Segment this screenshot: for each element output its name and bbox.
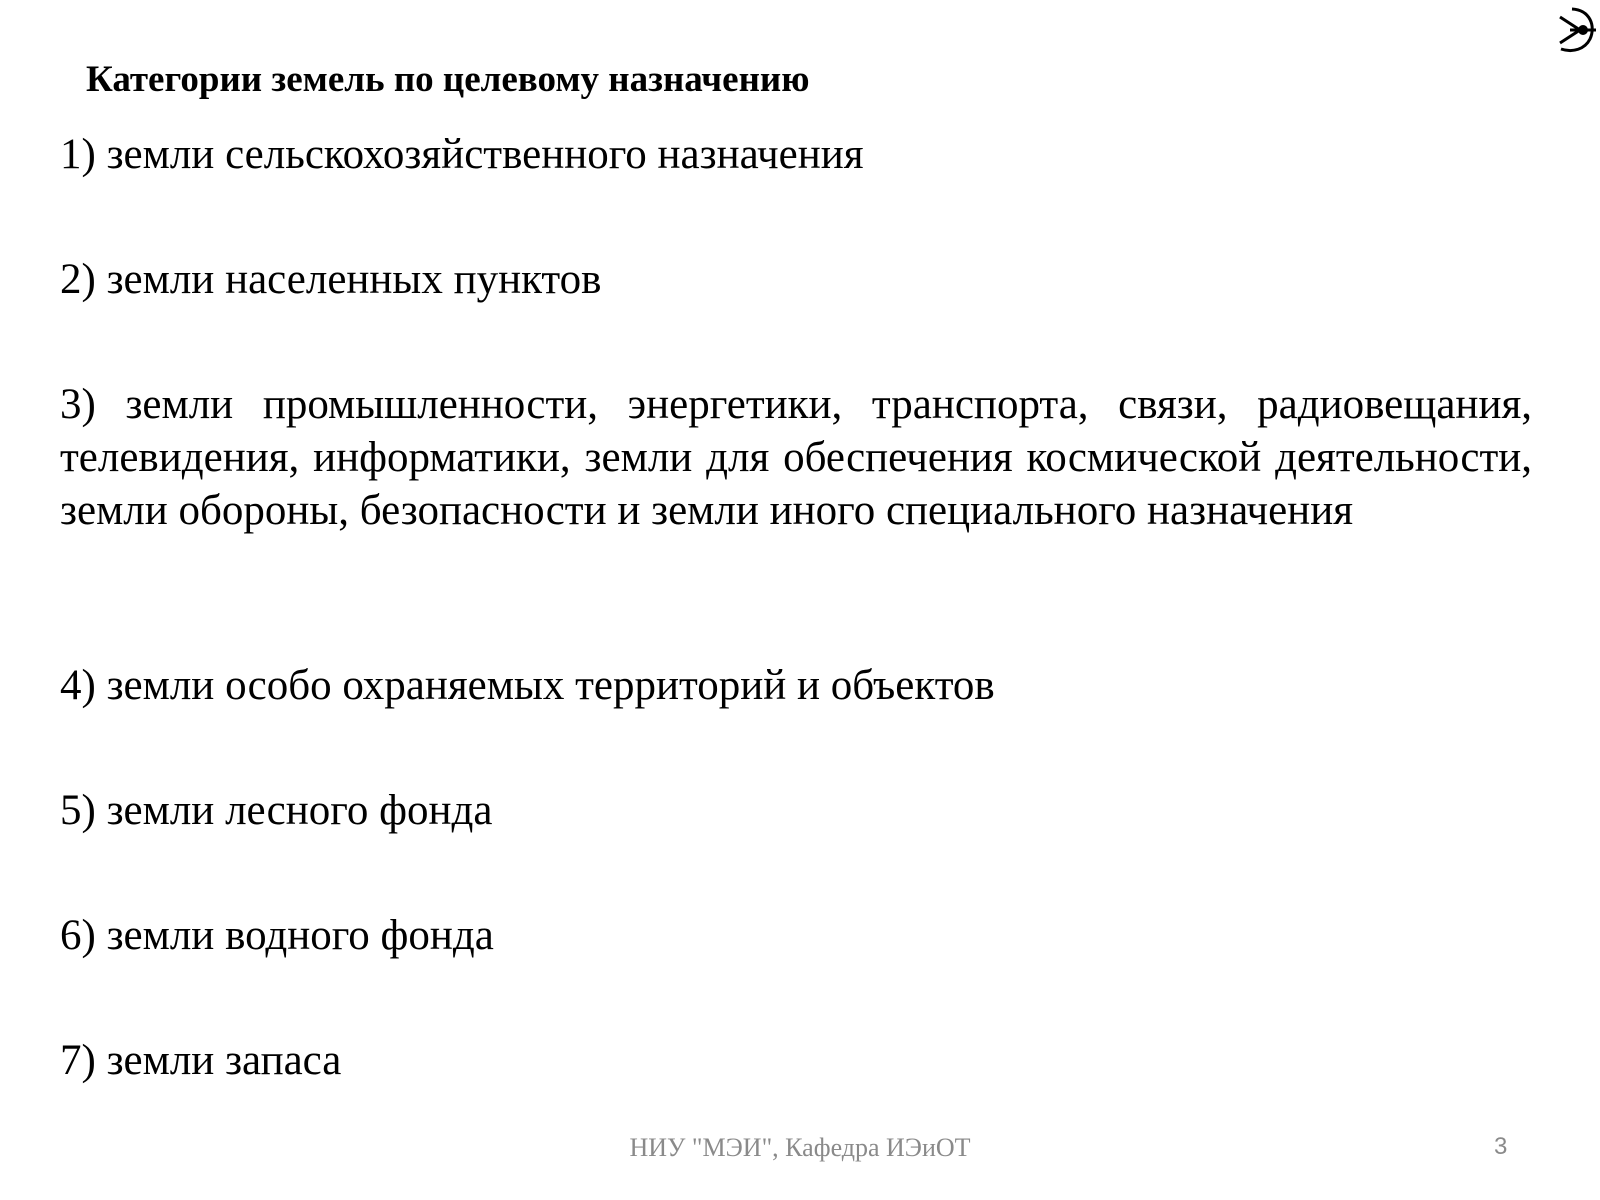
page-title: Категории земель по целевому назначению — [86, 59, 810, 100]
list-item: 4) земли особо охраняемых территорий и объектов — [60, 662, 995, 709]
list-item: 6) земли водного фонда — [60, 912, 494, 959]
mpei-logo-icon — [1556, 6, 1598, 54]
page-number: 3 — [1494, 1133, 1508, 1160]
list-item: 2) земли населенных пунктов — [60, 256, 602, 303]
list-item: 1) земли сельскохозяйственного назначения — [60, 131, 864, 178]
list-item: 7) земли запаса — [60, 1037, 342, 1084]
footer-institution: НИУ "МЭИ", Кафедра ИЭиОТ — [629, 1133, 971, 1162]
list-item: 3) земли промышленности, энергетики, транспорта, связи, радиовещания, телевидения, информатики, земли для обеспечения космической деятельности, земли обороны, безопасности и земли иного специального назначения — [60, 381, 1532, 534]
list-item: 5) земли лесного фонда — [60, 787, 493, 834]
